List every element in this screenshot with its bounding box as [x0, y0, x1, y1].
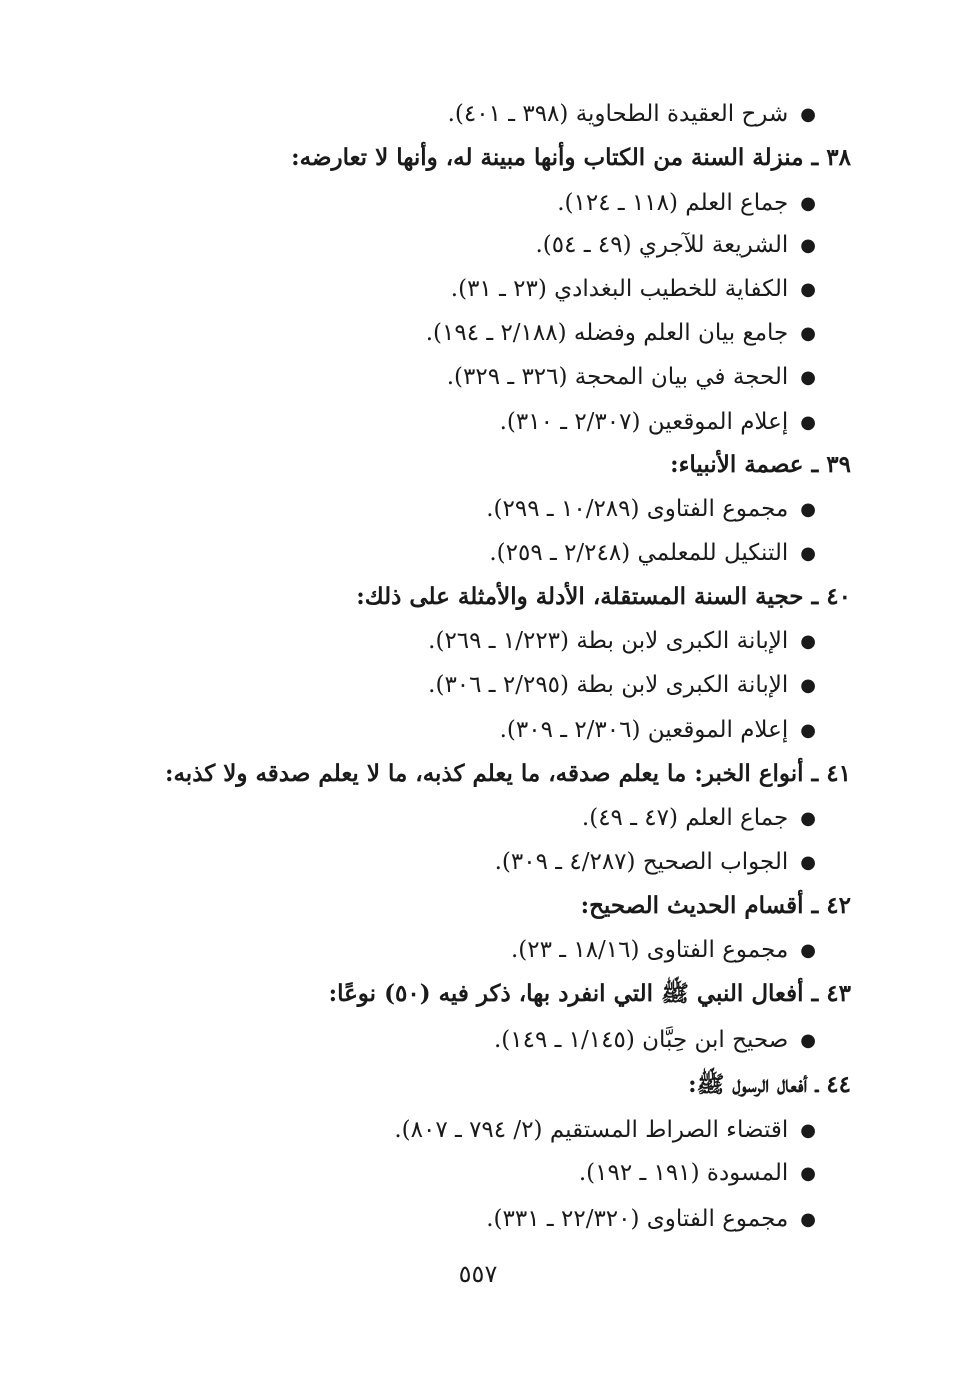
- reference-text: جماع العلم (١١٨ ـ ١٢٤).: [557, 190, 789, 216]
- reference-text: صحيح ابن حِبَّان (١/١٤٥ ـ ١٤٩).: [493, 1027, 789, 1053]
- reference-item: [582, 796, 816, 840]
- section-heading: [291, 136, 851, 180]
- heading-text: ٤٠ ـ حجية السنة المستقلة، الأدلة والأمثلة على ذلك:: [356, 583, 851, 610]
- reference-text: مجموع الفتاوى (١٠/٢٨٩ ـ ٢٩٩).: [486, 496, 789, 522]
- reference-text: الحجة في بيان المحجة (٣٢٦ ـ ٣٢٩).: [446, 364, 789, 390]
- section-heading: [581, 884, 851, 928]
- bullet-icon: ●: [800, 1120, 816, 1141]
- bullet-icon: ●: [800, 940, 816, 961]
- reference-item: [557, 181, 816, 225]
- bullet-icon: ●: [800, 412, 816, 433]
- section-heading: [356, 575, 851, 619]
- bullet-icon: ●: [800, 1209, 816, 1230]
- reference-text: إعلام الموقعين (٢/٣٠٧ ـ ٣١٠).: [499, 409, 789, 435]
- reference-text: مجموع الفتاوى (١٨/١٦ ـ ٢٣).: [510, 937, 789, 963]
- reference-item: [428, 619, 816, 663]
- bullet-icon: ●: [800, 499, 816, 520]
- reference-text: اقتضاء الصراط المستقيم (٢/ ٧٩٤ ـ ٨٠٧).: [394, 1117, 789, 1143]
- reference-text: الجواب الصحيح (٤/٢٨٧ ـ ٣٠٩).: [494, 849, 789, 875]
- reference-item: [447, 355, 816, 399]
- bullet-icon: ●: [800, 1163, 816, 1184]
- reference-item: [451, 267, 816, 311]
- reference-item: [495, 840, 816, 884]
- bullet-icon: ●: [800, 631, 816, 652]
- bullet-icon: ●: [800, 852, 816, 873]
- reference-item: [500, 400, 816, 444]
- bullet-icon: ●: [800, 104, 816, 125]
- reference-text: إعلام الموقعين (٢/٣٠٦ ـ ٣٠٩).: [499, 717, 789, 743]
- reference-item: [486, 1197, 816, 1241]
- reference-text: التنكيل للمعلمي (٢/٢٤٨ ـ ٢٥٩).: [489, 540, 789, 566]
- heading-text: ٣٨ ـ منزلة السنة من الكتاب وأنها مبينة له، وأنها لا تعارضه:: [291, 144, 851, 171]
- section-heading: [165, 752, 851, 796]
- section-heading: [688, 1063, 851, 1107]
- reference-text: الشريعة للآجري (٤٩ ـ ٥٤).: [535, 232, 789, 258]
- heading-text: ٤١ ـ أنواع الخبر: ما يعلم صدقه، ما يعلم كذبه، ما لا يعلم صدقه ولا كذبه:: [164, 760, 851, 787]
- bullet-icon: ●: [800, 367, 816, 388]
- bullet-icon: ●: [800, 808, 816, 829]
- section-heading: [329, 972, 851, 1016]
- heading-text: ٤٢ ـ أقسام الحديث الصحيح:: [580, 892, 851, 919]
- section-heading: [670, 443, 851, 487]
- reference-text: مجموع الفتاوى (٢٢/٣٢٠ ـ ٣٣١).: [486, 1206, 789, 1232]
- heading-text: ٤٣ ـ أفعال النبي ﷺ التي انفرد بها، ذكر فيه (٥٠) نوعًا:: [328, 980, 851, 1007]
- reference-item: [500, 708, 816, 752]
- bullet-icon: ●: [800, 675, 816, 696]
- reference-item: [536, 223, 817, 267]
- reference-item: [448, 92, 816, 136]
- reference-text: شرح العقيدة الطحاوية (٣٩٨ ـ ٤٠١).: [447, 101, 789, 127]
- reference-item: [394, 1108, 816, 1152]
- reference-item: [511, 928, 816, 972]
- reference-text: جامع بيان العلم وفضله (٢/١٨٨ ـ ١٩٤).: [425, 320, 789, 346]
- reference-text: الإبانة الكبرى لابن بطة (١/٢٢٣ ـ ٢٦٩).: [428, 628, 789, 654]
- bullet-icon: ●: [800, 720, 816, 741]
- reference-item: [579, 1151, 816, 1195]
- reference-text: الكفاية للخطيب البغدادي (٢٣ ـ ٣١).: [450, 276, 789, 302]
- reference-item: [426, 311, 816, 355]
- bullet-icon: ●: [800, 279, 816, 300]
- heading-text: ٣٩ ـ عصمة الأنبياء:: [670, 451, 851, 478]
- reference-item: [428, 663, 816, 707]
- reference-item: [489, 531, 816, 575]
- reference-item: [486, 487, 816, 531]
- bullet-icon: ●: [800, 193, 816, 214]
- heading-text: ٤٤ ـ أفعال الرسول ﷺ:: [688, 1071, 851, 1098]
- bullet-icon: ●: [800, 235, 816, 256]
- reference-item: [494, 1018, 816, 1062]
- bullet-icon: ●: [800, 1030, 816, 1051]
- reference-text: الإبانة الكبرى لابن بطة (٢/٢٩٥ ـ ٣٠٦).: [428, 672, 789, 698]
- bullet-icon: ●: [800, 323, 816, 344]
- reference-text: جماع العلم (٤٧ ـ ٤٩).: [581, 805, 789, 831]
- bullet-icon: ●: [800, 543, 816, 564]
- page-number: ٥٥٧: [458, 1260, 498, 1288]
- reference-text: المسودة (١٩١ ـ ١٩٢).: [578, 1160, 789, 1186]
